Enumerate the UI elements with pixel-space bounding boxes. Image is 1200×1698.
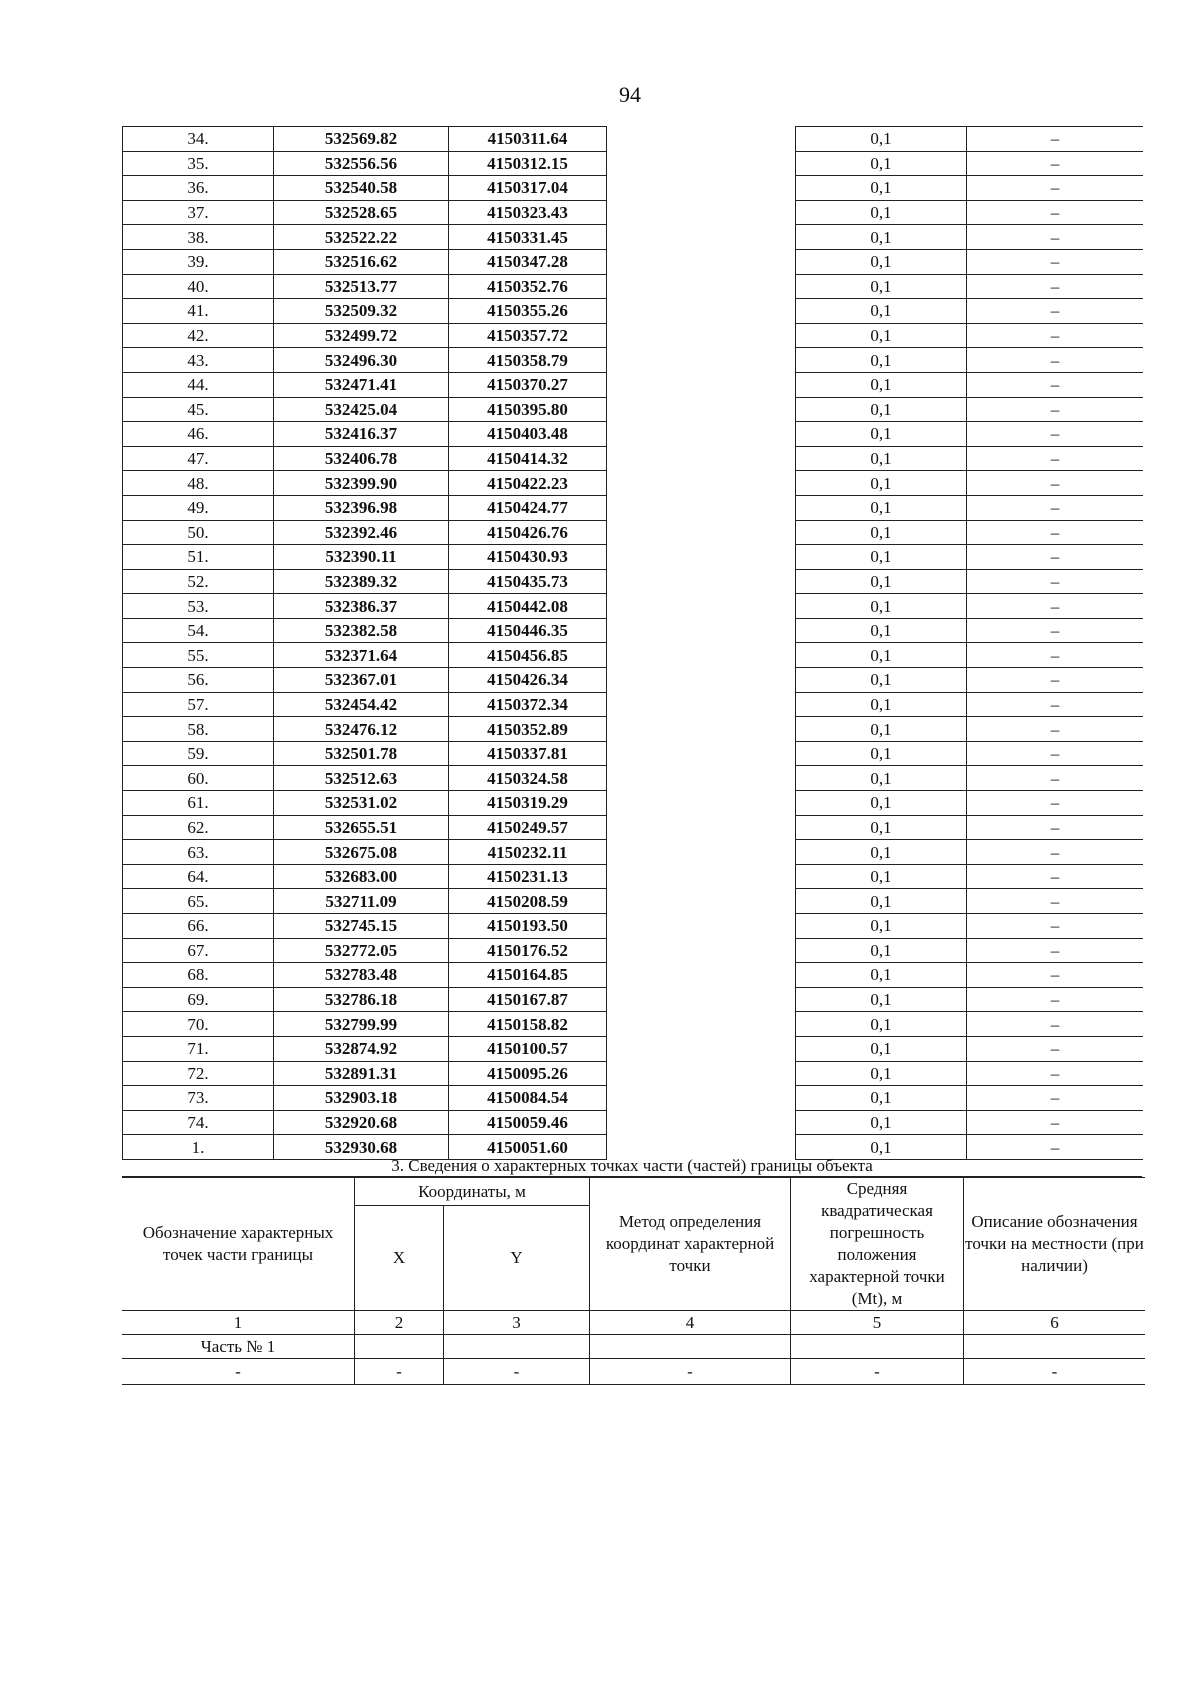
table-row <box>123 545 1144 570</box>
point-number-cell: 73. <box>123 1086 274 1111</box>
header-error: Средняя квадратическая погрешность положения характерной точки (Mt), м <box>791 1178 964 1311</box>
mt-cell: 0,1 <box>796 471 967 496</box>
table-row <box>123 717 1144 742</box>
mt-cell: 0,1 <box>796 594 967 619</box>
data-cell: - <box>590 1359 791 1385</box>
x-coordinate-cell: 532540.58 <box>274 176 449 201</box>
point-number-cell: 74. <box>123 1110 274 1135</box>
x-coordinate-cell: 532891.31 <box>274 1061 449 1086</box>
y-coordinate-cell: 4150311.64 <box>449 127 607 152</box>
point-number-cell: 67. <box>123 938 274 963</box>
point-number-cell: 43. <box>123 348 274 373</box>
description-cell: – <box>967 1110 1144 1135</box>
y-coordinate-cell: 4150312.15 <box>449 151 607 176</box>
point-number-cell: 40. <box>123 274 274 299</box>
x-coordinate-cell: 532531.02 <box>274 791 449 816</box>
description-cell: – <box>967 422 1144 447</box>
point-number-cell: 63. <box>123 840 274 865</box>
table-row <box>123 372 1144 397</box>
mt-cell: 0,1 <box>796 569 967 594</box>
point-number-cell: 41. <box>123 299 274 324</box>
point-number-cell: 59. <box>123 741 274 766</box>
table-row <box>123 987 1144 1012</box>
description-cell: – <box>967 249 1144 274</box>
description-cell: – <box>967 397 1144 422</box>
coordinates-table <box>122 126 1143 1160</box>
point-number-cell: 52. <box>123 569 274 594</box>
point-number-cell: 42. <box>123 323 274 348</box>
point-number-cell: 36. <box>123 176 274 201</box>
point-number-cell: 39. <box>123 249 274 274</box>
y-coordinate-cell: 4150059.46 <box>449 1110 607 1135</box>
y-coordinate-cell: 4150208.59 <box>449 889 607 914</box>
mt-cell: 0,1 <box>796 127 967 152</box>
mt-cell: 0,1 <box>796 840 967 865</box>
table-row <box>123 643 1144 668</box>
table-row <box>123 1036 1144 1061</box>
table-row <box>123 1061 1144 1086</box>
table-row <box>123 323 1144 348</box>
col-number: 2 <box>355 1311 444 1335</box>
table-row <box>123 692 1144 717</box>
x-coordinate-cell: 532683.00 <box>274 864 449 889</box>
x-coordinate-cell: 532655.51 <box>274 815 449 840</box>
y-coordinate-cell: 4150100.57 <box>449 1036 607 1061</box>
description-cell: – <box>967 692 1144 717</box>
header-method: Метод определения координат характерной точки <box>590 1178 791 1311</box>
description-cell: – <box>967 791 1144 816</box>
header-coordinates: Координаты, м <box>355 1178 590 1206</box>
y-coordinate-cell: 4150164.85 <box>449 963 607 988</box>
x-coordinate-cell: 532745.15 <box>274 914 449 939</box>
description-cell: – <box>967 741 1144 766</box>
point-number-cell: 35. <box>123 151 274 176</box>
description-cell: – <box>967 938 1144 963</box>
description-cell: – <box>967 225 1144 250</box>
table-row <box>123 741 1144 766</box>
point-number-cell: 46. <box>123 422 274 447</box>
table-row <box>123 225 1144 250</box>
description-cell: – <box>967 299 1144 324</box>
x-coordinate-cell: 532471.41 <box>274 372 449 397</box>
description-cell: – <box>967 176 1144 201</box>
description-cell: – <box>967 495 1144 520</box>
x-coordinate-cell: 532454.42 <box>274 692 449 717</box>
description-cell: – <box>967 963 1144 988</box>
description-cell: – <box>967 914 1144 939</box>
mt-cell: 0,1 <box>796 225 967 250</box>
point-number-cell: 69. <box>123 987 274 1012</box>
mt-cell: 0,1 <box>796 200 967 225</box>
mt-cell: 0,1 <box>796 766 967 791</box>
x-coordinate-cell: 532903.18 <box>274 1086 449 1111</box>
point-number-cell: 38. <box>123 225 274 250</box>
table-row <box>123 864 1144 889</box>
x-coordinate-cell: 532386.37 <box>274 594 449 619</box>
col-number: 4 <box>590 1311 791 1335</box>
y-coordinate-cell: 4150456.85 <box>449 643 607 668</box>
y-coordinate-cell: 4150426.76 <box>449 520 607 545</box>
mt-cell: 0,1 <box>796 1110 967 1135</box>
mt-cell: 0,1 <box>796 520 967 545</box>
table-row <box>123 914 1144 939</box>
table-row <box>123 668 1144 693</box>
mt-cell: 0,1 <box>796 545 967 570</box>
y-coordinate-cell: 4150352.89 <box>449 717 607 742</box>
y-coordinate-cell: 4150357.72 <box>449 323 607 348</box>
point-number-cell: 53. <box>123 594 274 619</box>
x-coordinate-cell: 532509.32 <box>274 299 449 324</box>
table-row <box>123 299 1144 324</box>
point-number-cell: 56. <box>123 668 274 693</box>
y-coordinate-cell: 4150422.23 <box>449 471 607 496</box>
mt-cell: 0,1 <box>796 1086 967 1111</box>
description-cell: – <box>967 1086 1144 1111</box>
table-row <box>123 471 1144 496</box>
y-coordinate-cell: 4150446.35 <box>449 618 607 643</box>
mt-cell: 0,1 <box>796 1135 967 1160</box>
x-coordinate-cell: 532930.68 <box>274 1135 449 1160</box>
x-coordinate-cell: 532675.08 <box>274 840 449 865</box>
table-row <box>123 274 1144 299</box>
mt-cell: 0,1 <box>796 1061 967 1086</box>
description-cell: – <box>967 1061 1144 1086</box>
x-coordinate-cell: 532406.78 <box>274 446 449 471</box>
point-number-cell: 49. <box>123 495 274 520</box>
point-number-cell: 55. <box>123 643 274 668</box>
description-cell: – <box>967 274 1144 299</box>
table-row <box>123 1012 1144 1037</box>
y-coordinate-cell: 4150372.34 <box>449 692 607 717</box>
x-coordinate-cell: 532392.46 <box>274 520 449 545</box>
description-cell: – <box>967 1036 1144 1061</box>
point-number-cell: 54. <box>123 618 274 643</box>
description-cell: – <box>967 569 1144 594</box>
mt-cell: 0,1 <box>796 618 967 643</box>
table-row <box>123 495 1144 520</box>
description-cell: – <box>967 717 1144 742</box>
mt-cell: 0,1 <box>796 348 967 373</box>
description-cell: – <box>967 594 1144 619</box>
description-cell: – <box>967 372 1144 397</box>
mt-cell: 0,1 <box>796 1012 967 1037</box>
mt-cell: 0,1 <box>796 397 967 422</box>
description-cell: – <box>967 987 1144 1012</box>
x-coordinate-cell: 532390.11 <box>274 545 449 570</box>
data-cell: - <box>355 1359 444 1385</box>
description-cell: – <box>967 1012 1144 1037</box>
y-coordinate-cell: 4150158.82 <box>449 1012 607 1037</box>
description-cell: – <box>967 446 1144 471</box>
point-number-cell: 58. <box>123 717 274 742</box>
x-coordinate-cell: 532513.77 <box>274 274 449 299</box>
x-coordinate-cell: 532569.82 <box>274 127 449 152</box>
point-number-cell: 37. <box>123 200 274 225</box>
table-row <box>123 397 1144 422</box>
point-number-cell: 66. <box>123 914 274 939</box>
description-cell: – <box>967 127 1144 152</box>
point-number-cell: 70. <box>123 1012 274 1037</box>
description-cell: – <box>967 815 1144 840</box>
description-cell: – <box>967 151 1144 176</box>
y-coordinate-cell: 4150442.08 <box>449 594 607 619</box>
mt-cell: 0,1 <box>796 446 967 471</box>
x-coordinate-cell: 532501.78 <box>274 741 449 766</box>
section-title: 3. Сведения о характерных точках части (частей) границы объекта <box>122 1156 1142 1177</box>
table-row <box>123 249 1144 274</box>
mt-cell: 0,1 <box>796 151 967 176</box>
point-number-cell: 65. <box>123 889 274 914</box>
y-coordinate-cell: 4150352.76 <box>449 274 607 299</box>
description-cell: – <box>967 1135 1144 1160</box>
y-coordinate-cell: 4150051.60 <box>449 1135 607 1160</box>
y-coordinate-cell: 4150249.57 <box>449 815 607 840</box>
part-label: Часть № 1 <box>122 1335 355 1359</box>
y-coordinate-cell: 4150319.29 <box>449 791 607 816</box>
x-coordinate-cell: 532416.37 <box>274 422 449 447</box>
y-coordinate-cell: 4150414.32 <box>449 446 607 471</box>
x-coordinate-cell: 532476.12 <box>274 717 449 742</box>
y-coordinate-cell: 4150337.81 <box>449 741 607 766</box>
point-number-cell: 62. <box>123 815 274 840</box>
point-number-cell: 71. <box>123 1036 274 1061</box>
description-cell: – <box>967 618 1144 643</box>
description-cell: – <box>967 200 1144 225</box>
x-coordinate-cell: 532425.04 <box>274 397 449 422</box>
x-coordinate-cell: 532399.90 <box>274 471 449 496</box>
table-row <box>123 348 1144 373</box>
y-coordinate-cell: 4150232.11 <box>449 840 607 865</box>
description-cell: – <box>967 668 1144 693</box>
table-row <box>123 889 1144 914</box>
col-number: 1 <box>122 1311 355 1335</box>
description-cell: – <box>967 471 1144 496</box>
point-number-cell: 50. <box>123 520 274 545</box>
table-row <box>123 151 1144 176</box>
table-row <box>123 1086 1144 1111</box>
x-coordinate-cell: 532799.99 <box>274 1012 449 1037</box>
mt-cell: 0,1 <box>796 987 967 1012</box>
point-number-cell: 60. <box>123 766 274 791</box>
x-coordinate-cell: 532367.01 <box>274 668 449 693</box>
x-coordinate-cell: 532496.30 <box>274 348 449 373</box>
point-number-cell: 44. <box>123 372 274 397</box>
x-coordinate-cell: 532772.05 <box>274 938 449 963</box>
mt-cell: 0,1 <box>796 643 967 668</box>
mt-cell: 0,1 <box>796 299 967 324</box>
x-coordinate-cell: 532389.32 <box>274 569 449 594</box>
description-cell: – <box>967 520 1144 545</box>
table-row <box>123 594 1144 619</box>
mt-cell: 0,1 <box>796 372 967 397</box>
mt-cell: 0,1 <box>796 963 967 988</box>
y-coordinate-cell: 4150317.04 <box>449 176 607 201</box>
description-cell: – <box>967 323 1144 348</box>
point-number-cell: 45. <box>123 397 274 422</box>
point-number-cell: 72. <box>123 1061 274 1086</box>
y-coordinate-cell: 4150370.27 <box>449 372 607 397</box>
table-row <box>123 127 1144 152</box>
mt-cell: 0,1 <box>796 692 967 717</box>
mt-cell: 0,1 <box>796 422 967 447</box>
mt-cell: 0,1 <box>796 323 967 348</box>
mt-cell: 0,1 <box>796 717 967 742</box>
point-number-cell: 47. <box>123 446 274 471</box>
table-row <box>123 422 1144 447</box>
point-number-cell: 57. <box>123 692 274 717</box>
x-coordinate-cell: 532516.62 <box>274 249 449 274</box>
mt-cell: 0,1 <box>796 274 967 299</box>
table-row <box>123 1110 1144 1135</box>
table-row <box>123 766 1144 791</box>
col-number: 6 <box>964 1311 1146 1335</box>
table-row <box>123 791 1144 816</box>
y-coordinate-cell: 4150176.52 <box>449 938 607 963</box>
description-cell: – <box>967 643 1144 668</box>
mt-cell: 0,1 <box>796 495 967 520</box>
header-x: X <box>355 1206 444 1311</box>
y-coordinate-cell: 4150430.93 <box>449 545 607 570</box>
mt-cell: 0,1 <box>796 1036 967 1061</box>
mt-cell: 0,1 <box>796 249 967 274</box>
table-row <box>123 569 1144 594</box>
header-description: Описание обозначения точки на местности (при наличии) <box>964 1178 1146 1311</box>
y-coordinate-cell: 4150193.50 <box>449 914 607 939</box>
x-coordinate-cell: 532382.58 <box>274 618 449 643</box>
mt-cell: 0,1 <box>796 938 967 963</box>
x-coordinate-cell: 532396.98 <box>274 495 449 520</box>
y-coordinate-cell: 4150331.45 <box>449 225 607 250</box>
header-y: Y <box>444 1206 590 1311</box>
mt-cell: 0,1 <box>796 791 967 816</box>
y-coordinate-cell: 4150084.54 <box>449 1086 607 1111</box>
col-number: 5 <box>791 1311 964 1335</box>
y-coordinate-cell: 4150435.73 <box>449 569 607 594</box>
part-points-table <box>122 1177 1145 1385</box>
y-coordinate-cell: 4150424.77 <box>449 495 607 520</box>
y-coordinate-cell: 4150358.79 <box>449 348 607 373</box>
x-coordinate-cell: 532522.22 <box>274 225 449 250</box>
col-number: 3 <box>444 1311 590 1335</box>
mt-cell: 0,1 <box>796 815 967 840</box>
x-coordinate-cell: 532512.63 <box>274 766 449 791</box>
y-coordinate-cell: 4150426.34 <box>449 668 607 693</box>
y-coordinate-cell: 4150347.28 <box>449 249 607 274</box>
y-coordinate-cell: 4150323.43 <box>449 200 607 225</box>
table-row <box>123 840 1144 865</box>
table-row <box>123 963 1144 988</box>
point-number-cell: 51. <box>123 545 274 570</box>
x-coordinate-cell: 532920.68 <box>274 1110 449 1135</box>
mt-cell: 0,1 <box>796 668 967 693</box>
y-coordinate-cell: 4150395.80 <box>449 397 607 422</box>
mt-cell: 0,1 <box>796 889 967 914</box>
point-number-cell: 48. <box>123 471 274 496</box>
description-cell: – <box>967 889 1144 914</box>
point-number-cell: 68. <box>123 963 274 988</box>
data-cell: - <box>964 1359 1146 1385</box>
data-cell: - <box>444 1359 590 1385</box>
y-coordinate-cell: 4150167.87 <box>449 987 607 1012</box>
table-row <box>123 938 1144 963</box>
mt-cell: 0,1 <box>796 741 967 766</box>
data-cell: - <box>791 1359 964 1385</box>
mt-cell: 0,1 <box>796 914 967 939</box>
page-number: 94 <box>619 82 641 107</box>
table-row <box>123 618 1144 643</box>
x-coordinate-cell: 532783.48 <box>274 963 449 988</box>
point-number-cell: 1. <box>123 1135 274 1160</box>
header-designation: Обозначение характерных точек части границы <box>122 1178 355 1311</box>
description-cell: – <box>967 348 1144 373</box>
mt-cell: 0,1 <box>796 864 967 889</box>
point-number-cell: 61. <box>123 791 274 816</box>
description-cell: – <box>967 545 1144 570</box>
table-row <box>123 176 1144 201</box>
data-cell: - <box>122 1359 355 1385</box>
y-coordinate-cell: 4150403.48 <box>449 422 607 447</box>
description-cell: – <box>967 864 1144 889</box>
y-coordinate-cell: 4150355.26 <box>449 299 607 324</box>
description-cell: – <box>967 840 1144 865</box>
description-cell: – <box>967 766 1144 791</box>
table-row <box>123 446 1144 471</box>
y-coordinate-cell: 4150231.13 <box>449 864 607 889</box>
y-coordinate-cell: 4150095.26 <box>449 1061 607 1086</box>
x-coordinate-cell: 532874.92 <box>274 1036 449 1061</box>
point-number-cell: 34. <box>123 127 274 152</box>
x-coordinate-cell: 532499.72 <box>274 323 449 348</box>
x-coordinate-cell: 532711.09 <box>274 889 449 914</box>
table-row <box>123 815 1144 840</box>
table-row <box>123 200 1144 225</box>
table-row <box>123 520 1144 545</box>
x-coordinate-cell: 532556.56 <box>274 151 449 176</box>
x-coordinate-cell: 532528.65 <box>274 200 449 225</box>
x-coordinate-cell: 532371.64 <box>274 643 449 668</box>
y-coordinate-cell: 4150324.58 <box>449 766 607 791</box>
x-coordinate-cell: 532786.18 <box>274 987 449 1012</box>
mt-cell: 0,1 <box>796 176 967 201</box>
point-number-cell: 64. <box>123 864 274 889</box>
